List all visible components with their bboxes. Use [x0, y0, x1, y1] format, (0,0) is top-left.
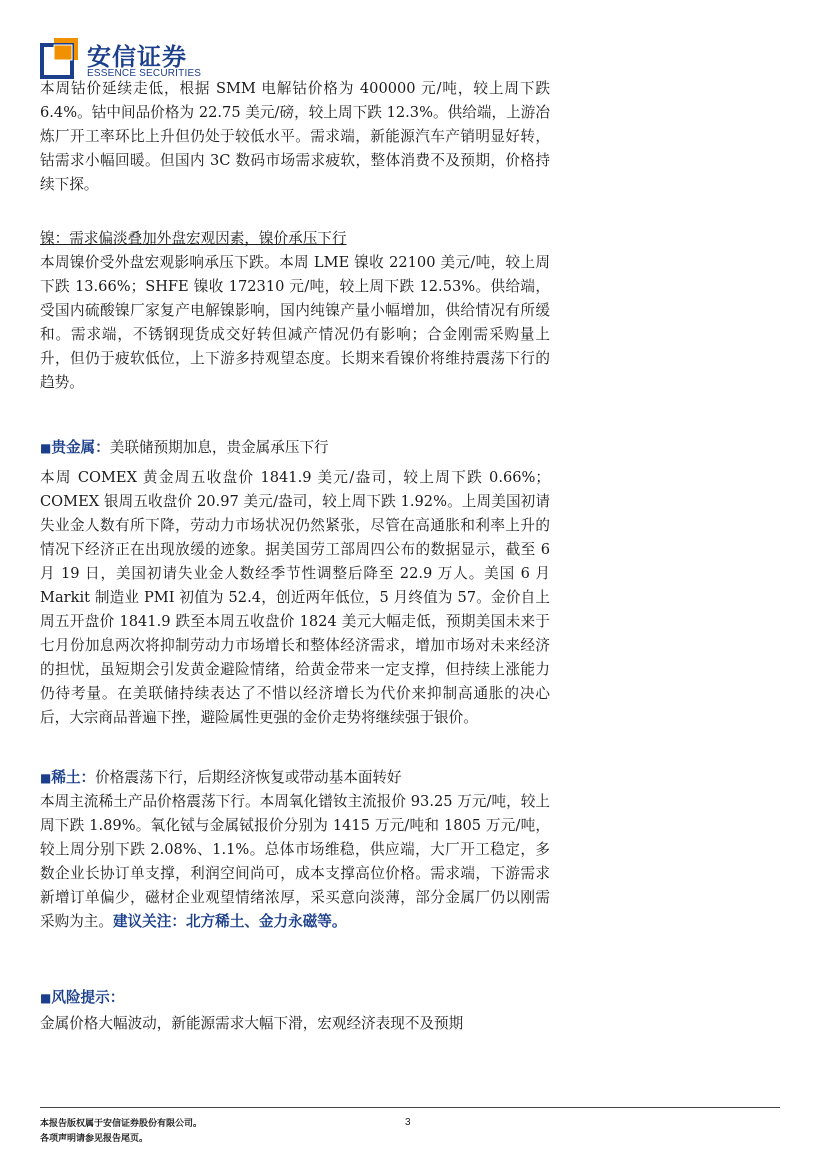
rare-earth-heading	[40, 766, 402, 790]
precious-metals-label: 贵金属：	[51, 439, 110, 456]
rare-earth-paragraph	[40, 790, 550, 934]
rare-earth-body: 本周主流稀土产品价格震荡下行。本周氧化镨钕主流报价 93.25 万元/吨，较上周下跌 1.89%。氧化铽与金属铽报价分别为 1415 万元/吨和 1805 万元/吨，较上周分别下跌 2.08%、1.1%。总体市场维稳，供应端，大厂开工稳定，多数企业长协订单支撑，利润空间尚可，成本支撑高位价格。需求端，下游需求新增订单偏少，磁材企业观望情绪浓厚，采买意向淡薄，部分金属厂仍以刚需采购为主。	[40, 793, 550, 930]
risk-label: 风险提示：	[51, 989, 125, 1006]
page-number: 3	[405, 1117, 411, 1128]
footer-copyright: 本报告版权属于安信证券股份有限公司。	[40, 1119, 203, 1129]
nickel-paragraph: 本周镍价受外盘宏观影响承压下跌。本周 LME 镍收 22100 美元/吨，较上周下跌 13.66%；SHFE 镍收 172310 元/吨，较上周下跌 12.53%。供给端，受国内硫酸镍厂家复产电解镍影响，国内纯镍产量小幅增加，供给情况有所缓和。需求端，不锈钢现货成交好转但减产情况仍有影响；合金刚需采购量上升，但仍于疲软低位，上下游多持观望态度。长期来看镍价将维持震荡下行的趋势。	[40, 254, 550, 391]
risk-paragraph: 金属价格大幅波动，新能源需求大幅下滑，宏观经济表现不及预期	[40, 1015, 464, 1032]
precious-metals-heading	[40, 436, 329, 460]
footer-disclaimer: 各项声明请参见报告尾页。	[40, 1134, 149, 1144]
section-square-icon: ■	[40, 991, 52, 1005]
footer-divider	[40, 1107, 780, 1108]
nickel-heading: 镍：需求偏淡叠加外盘宏观因素，镍价承压下行	[40, 230, 347, 247]
rare-earth-label: 稀土：	[51, 769, 96, 786]
risk-heading	[40, 986, 124, 1010]
logo-chinese-name: 安信证券	[87, 43, 187, 71]
cobalt-paragraph: 本周钴价延续走低，根据 SMM 电解钴价格为 400000 元/吨，较上周下跌 6.4%。钴中间品价格为 22.75 美元/磅，较上周下跌 12.3%。供给端，上游冶炼厂开工率环比上升但仍处于较低水平。需求端，新能源汽车产销明显好转，钴需求小幅回暖。但国内 3C 数码市场需求疲软，整体消费不及预期，价格持续下探。	[40, 80, 550, 193]
logo-mark-icon	[40, 37, 80, 79]
section-square-icon: ■	[40, 441, 52, 455]
rare-earth-title: 价格震荡下行，后期经济恢复或带动基本面转好	[95, 769, 402, 786]
section-square-icon: ■	[40, 771, 52, 785]
precious-metals-title: 美联储预期加息，贵金属承压下行	[109, 439, 329, 456]
rare-earth-recommendation: 建议关注：北方稀土、金力永磁等。	[112, 913, 347, 930]
logo-english-name: ESSENCE SECURITIES	[87, 68, 202, 79]
precious-metals-paragraph: 本周 COMEX 黄金周五收盘价 1841.9 美元/盎司，较上周下跌 0.66%；COMEX 银周五收盘价 20.97 美元/盎司，较上周下跌 1.92%。上周美国初请失业金人数有所下降，劳动力市场状况仍然紧张，尽管在高通胀和利率上升的情况下经济正在出现放缓的迹象。据美国劳工部周四公布的数据显示，截至 6 月 19 日，美国初请失业金人数经季节性调整后降至 22.9 万人。美国 6 月 Markit 制造业 PMI 初值为 52.4，创近两年低位，5 月终值为 57。金价自上周五开盘价 1841.9 跌至本周五收盘价 1824 美元大幅走低，预期美国未来于七月份加息两次将抑制劳动力市场增长和整体经济需求，增加市场对未来经济的担忧，虽短期会引发黄金避险情绪，给黄金带来一定支撑，但持续上涨能力仍待考量。在美联储持续表达了不惜以经济增长为代价来抑制高通胀的决心后，大宗商品普遍下挫，避险属性更强的金价走势将继续强于银价。	[40, 469, 550, 726]
company-logo	[40, 37, 220, 81]
